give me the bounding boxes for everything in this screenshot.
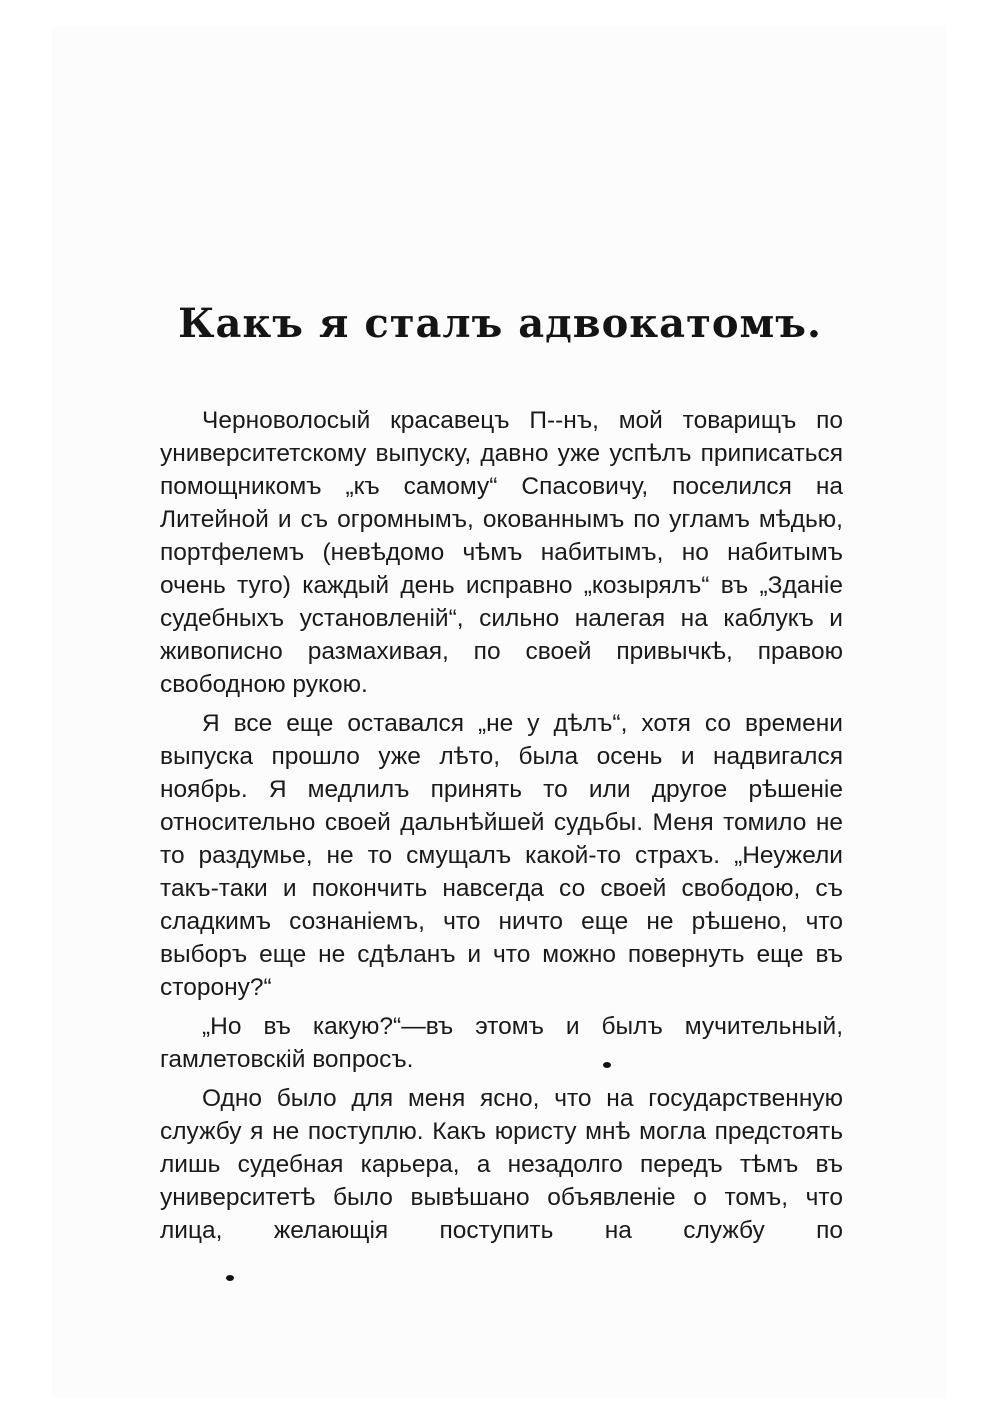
paragraph-4: Одно было для меня ясно, что на государственную службу я не поступлю. Какъ юристу мнѣ могла предстоять лишь судебная карьера, а незадолго передъ тѣмъ въ университетѣ было вывѣшано объявленіе о томъ, что лица, желающія поступить на службу по [160, 1085, 843, 1244]
ink-speck [603, 1062, 611, 1068]
chapter-body [160, 404, 843, 1253]
paragraph-2: Я все еще оставался „не у дѣлъ“, хотя со времени выпуска прошло уже лѣто, была осень и надвигался ноябрь. Я медлилъ принять то или другое рѣшеніе относительно своей дальнѣйшей судьбы. Меня томило не то раздумье, не то смущалъ какой-то страхъ. „Неужели такъ-таки и покончить навсегда со своей свободою, съ сладкимъ сознаніемъ, что ничто еще не рѣшено, что выборъ еще не сдѣланъ и что можно повернуть еще въ сторону?“ [160, 710, 843, 1001]
paragraph-3: „Но въ какую?“—въ этомъ и былъ мучительный, гамлетовскій вопросъ. [160, 1013, 843, 1073]
chapter-title: Какъ я сталъ адвокатомъ. [178, 300, 822, 347]
ink-speck [226, 1275, 234, 1281]
paragraph-1: Черноволосый красавецъ П--нъ, мой товарищъ по университетскому выпуску, давно уже успѣлъ приписаться помощникомъ „къ самому“ Спасовичу, поселился на Литейной и съ огромнымъ, окованнымъ по угламъ мѣдью, портфелемъ (невѣдомо чѣмъ набитымъ, но набитымъ очень туго) каждый день исправно „козырялъ“ въ „Зданіе судебныхъ установленій“, сильно налегая на каблукъ и живописно размахивая, по своей привычкѣ, правою свободною рукою. [160, 407, 843, 698]
